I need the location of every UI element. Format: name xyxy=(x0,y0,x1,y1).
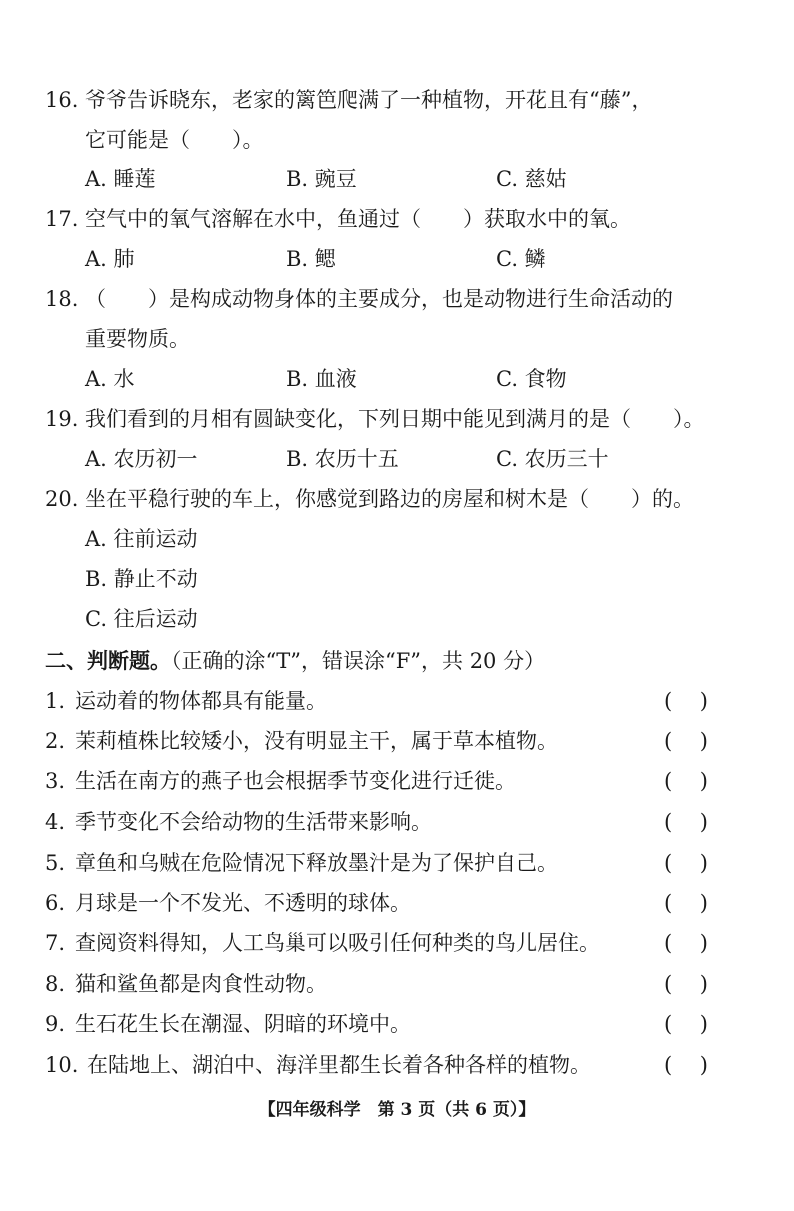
judgement-2-answer[interactable]: ( ) xyxy=(663,729,708,753)
question-16-option-b[interactable]: B. 豌豆 xyxy=(286,167,357,191)
section-2-heading xyxy=(45,647,545,675)
judgement-5 xyxy=(45,849,558,877)
judgement-8-number: 8. xyxy=(45,972,66,996)
question-16-number: 16. xyxy=(45,88,79,112)
section-2-title: 二、判断题。 xyxy=(45,648,171,673)
question-20-number: 20. xyxy=(45,487,79,511)
judgement-7 xyxy=(45,929,600,957)
question-20-option-a[interactable]: A. 往前运动 xyxy=(85,527,198,551)
judgement-1-text: 运动着的物体都具有能量。 xyxy=(75,689,327,713)
judgement-10-number: 10. xyxy=(45,1053,79,1077)
question-18-line-2: 重要物质。 xyxy=(85,327,190,351)
judgement-10-answer[interactable]: ( ) xyxy=(663,1053,708,1077)
question-16-line-2: 它可能是（ ）。 xyxy=(85,128,264,152)
judgement-8 xyxy=(45,970,327,998)
judgement-3-text: 生活在南方的燕子也会根据季节变化进行迁徙。 xyxy=(75,769,516,793)
judgement-6-number: 6. xyxy=(45,891,66,915)
judgement-8-text: 猫和鲨鱼都是肉食性动物。 xyxy=(75,972,327,996)
question-20-text-1: 坐在平稳行驶的车上，你感觉到路边的房屋和树木是（ ）的。 xyxy=(85,487,694,511)
judgement-8-answer[interactable]: ( ) xyxy=(663,972,708,996)
judgement-6-text: 月球是一个不发光、不透明的球体。 xyxy=(75,891,411,915)
question-19-option-a[interactable]: A. 农历初一 xyxy=(85,447,198,471)
question-20-option-c[interactable]: C. 往后运动 xyxy=(85,607,198,631)
judgement-9-answer[interactable]: ( ) xyxy=(663,1012,708,1036)
judgement-6-answer[interactable]: ( ) xyxy=(663,891,708,915)
question-17-option-a[interactable]: A. 肺 xyxy=(85,247,135,271)
judgement-2-number: 2. xyxy=(45,729,66,753)
judgement-5-number: 5. xyxy=(45,851,66,875)
judgement-7-text: 查阅资料得知，人工鸟巢可以吸引任何种类的鸟儿居住。 xyxy=(75,931,600,955)
question-17-text-1: 空气中的氧气溶解在水中，鱼通过（ ）获取水中的氧。 xyxy=(85,207,631,231)
question-18-option-a[interactable]: A. 水 xyxy=(85,367,135,391)
question-17-option-b[interactable]: B. 鳃 xyxy=(286,247,336,271)
judgement-9-number: 9. xyxy=(45,1012,66,1036)
question-18-text-1: （ ）是构成动物身体的主要成分，也是动物进行生命活动的 xyxy=(85,287,673,311)
judgement-3-answer[interactable]: ( ) xyxy=(663,769,708,793)
page-footer: 【四年级科学 第 3 页（共 6 页）】 xyxy=(258,1100,536,1120)
judgement-5-answer[interactable]: ( ) xyxy=(663,851,708,875)
judgement-4 xyxy=(45,808,432,836)
question-19-number: 19. xyxy=(45,407,79,431)
judgement-10-text: 在陆地上、湖泊中、海洋里都生长着各种各样的植物。 xyxy=(87,1053,591,1077)
judgement-4-text: 季节变化不会给动物的生活带来影响。 xyxy=(75,810,432,834)
question-18-option-c[interactable]: C. 食物 xyxy=(496,367,567,391)
question-17-line-1 xyxy=(45,205,631,233)
question-16-text-1: 爷爷告诉晓东，老家的篱笆爬满了一种植物，开花且有“藤”， xyxy=(85,88,653,112)
judgement-10 xyxy=(45,1051,591,1079)
judgement-9-text: 生石花生长在潮湿、阴暗的环境中。 xyxy=(75,1012,411,1036)
question-20-option-b[interactable]: B. 静止不动 xyxy=(85,567,198,591)
question-16-option-c[interactable]: C. 慈姑 xyxy=(496,167,567,191)
question-18-line-1 xyxy=(45,285,673,313)
judgement-5-text: 章鱼和乌贼在危险情况下释放墨汁是为了保护自己。 xyxy=(75,851,558,875)
judgement-1-answer[interactable]: ( ) xyxy=(663,689,708,713)
judgement-7-number: 7. xyxy=(45,931,66,955)
question-17-number: 17. xyxy=(45,207,79,231)
judgement-4-answer[interactable]: ( ) xyxy=(663,810,708,834)
judgement-7-answer[interactable]: ( ) xyxy=(663,931,708,955)
judgement-3-number: 3. xyxy=(45,769,66,793)
judgement-3 xyxy=(45,767,516,795)
judgement-9 xyxy=(45,1010,411,1038)
section-2-note: （正确的涂“T”，错误涂“F”，共 20 分） xyxy=(171,649,546,673)
question-19-option-b[interactable]: B. 农历十五 xyxy=(286,447,399,471)
judgement-6 xyxy=(45,889,411,917)
judgement-1 xyxy=(45,687,327,715)
question-19-option-c[interactable]: C. 农历三十 xyxy=(496,447,609,471)
question-18-number: 18. xyxy=(45,287,79,311)
judgement-4-number: 4. xyxy=(45,810,66,834)
judgement-2 xyxy=(45,727,558,755)
judgement-2-text: 茉莉植株比较矮小，没有明显主干，属于草本植物。 xyxy=(75,729,558,753)
question-19-line-1 xyxy=(45,405,705,433)
question-19-text-1: 我们看到的月相有圆缺变化，下列日期中能见到满月的是（ ）。 xyxy=(85,407,705,431)
question-17-option-c[interactable]: C. 鳞 xyxy=(496,247,546,271)
question-16-option-a[interactable]: A. 睡莲 xyxy=(85,167,156,191)
question-16-line-1 xyxy=(45,86,652,114)
question-18-option-b[interactable]: B. 血液 xyxy=(286,367,357,391)
judgement-1-number: 1. xyxy=(45,689,66,713)
question-20-line-1 xyxy=(45,485,694,513)
